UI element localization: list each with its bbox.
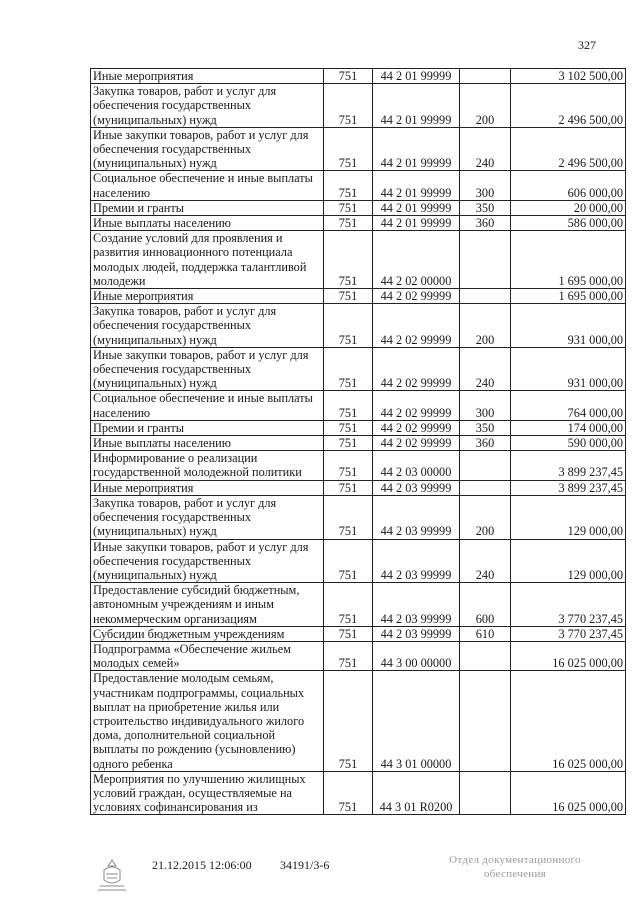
row-sum: 129 000,00 — [511, 495, 626, 539]
row-name: Иные выплаты населению — [91, 216, 324, 231]
row-ved: 751 — [324, 231, 373, 289]
row-vr: 600 — [460, 583, 511, 627]
row-vr: 240 — [460, 539, 511, 583]
row-csr: 44 2 02 00000 — [373, 231, 460, 289]
row-ved: 751 — [324, 539, 373, 583]
row-name: Иные мероприятия — [91, 289, 324, 304]
row-name: Информирование о реализации государственной молодежной политики — [91, 451, 324, 480]
row-vr: 350 — [460, 420, 511, 435]
row-csr: 44 2 02 99999 — [373, 391, 460, 420]
row-name: Социальное обеспечение и иные выплаты населению — [91, 171, 324, 200]
row-ved: 751 — [324, 626, 373, 641]
row-sum: 16 025 000,00 — [511, 771, 626, 815]
table-row — [91, 451, 626, 480]
row-csr: 44 2 01 99999 — [373, 200, 460, 215]
row-csr: 44 2 02 99999 — [373, 347, 460, 391]
row-name: Закупка товаров, работ и услуг для обеспечения государственных (муниципальных) нужд — [91, 304, 324, 348]
stamp-line-1: Отдел документационного — [449, 854, 581, 866]
row-name: Закупка товаров, работ и услуг для обеспечения государственных (муниципальных) нужд — [91, 495, 324, 539]
row-vr — [460, 771, 511, 815]
row-ved: 751 — [324, 127, 373, 171]
table-row — [91, 641, 626, 670]
row-sum: 3 102 500,00 — [511, 69, 626, 84]
row-csr: 44 2 01 99999 — [373, 84, 460, 128]
table-row — [91, 216, 626, 231]
row-vr — [460, 641, 511, 670]
row-sum: 16 025 000,00 — [511, 641, 626, 670]
budget-table-body — [91, 69, 626, 815]
row-sum: 3 770 237,45 — [511, 626, 626, 641]
table-row — [91, 200, 626, 215]
row-sum: 590 000,00 — [511, 436, 626, 451]
table-row — [91, 127, 626, 171]
row-name: Иные закупки товаров, работ и услуг для обеспечения государственных (муниципальных) нужд — [91, 539, 324, 583]
budget-table — [90, 68, 626, 815]
row-ved: 751 — [324, 171, 373, 200]
row-vr — [460, 480, 511, 495]
row-ved: 751 — [324, 583, 373, 627]
row-sum: 16 025 000,00 — [511, 671, 626, 771]
table-row — [91, 171, 626, 200]
table-row — [91, 539, 626, 583]
row-ved: 751 — [324, 480, 373, 495]
row-name: Премии и гранты — [91, 200, 324, 215]
row-vr: 300 — [460, 171, 511, 200]
row-vr — [460, 231, 511, 289]
row-name: Премии и гранты — [91, 420, 324, 435]
page-number: 327 — [578, 38, 596, 52]
row-ved: 751 — [324, 84, 373, 128]
row-sum: 3 770 237,45 — [511, 583, 626, 627]
table-row — [91, 69, 626, 84]
row-sum: 20 000,00 — [511, 200, 626, 215]
stamp-line-2: обеспечения — [483, 868, 547, 880]
row-csr: 44 3 00 00000 — [373, 641, 460, 670]
row-name: Иные выплаты населению — [91, 436, 324, 451]
table-row — [91, 420, 626, 435]
row-ved: 751 — [324, 391, 373, 420]
table-row — [91, 626, 626, 641]
table-row — [91, 495, 626, 539]
row-sum: 2 496 500,00 — [511, 127, 626, 171]
row-csr: 44 3 01 00000 — [373, 671, 460, 771]
row-csr: 44 3 01 R0200 — [373, 771, 460, 815]
table-row — [91, 480, 626, 495]
table-row — [91, 231, 626, 289]
row-ved: 751 — [324, 420, 373, 435]
row-csr: 44 2 03 99999 — [373, 480, 460, 495]
row-name: Закупка товаров, работ и услуг для обеспечения государственных (муниципальных) нужд — [91, 84, 324, 128]
row-csr: 44 2 03 00000 — [373, 451, 460, 480]
row-vr: 240 — [460, 347, 511, 391]
row-name: Иные мероприятия — [91, 480, 324, 495]
row-vr — [460, 671, 511, 771]
row-ved: 751 — [324, 304, 373, 348]
row-name: Иные мероприятия — [91, 69, 324, 84]
row-ved: 751 — [324, 495, 373, 539]
row-name: Иные закупки товаров, работ и услуг для обеспечения государственных (муниципальных) нужд — [91, 127, 324, 171]
row-vr: 360 — [460, 216, 511, 231]
row-name: Предоставление субсидий бюджетным, автономным учреждениям и иным некоммерческим организациям — [91, 583, 324, 627]
row-vr: 300 — [460, 391, 511, 420]
row-vr: 200 — [460, 304, 511, 348]
table-row — [91, 771, 626, 815]
row-sum: 174 000,00 — [511, 420, 626, 435]
table-row — [91, 671, 626, 771]
row-csr: 44 2 01 99999 — [373, 171, 460, 200]
row-csr: 44 2 03 99999 — [373, 495, 460, 539]
row-vr — [460, 451, 511, 480]
row-vr: 350 — [460, 200, 511, 215]
row-csr: 44 2 01 99999 — [373, 69, 460, 84]
row-sum: 931 000,00 — [511, 304, 626, 348]
department-stamp — [440, 853, 590, 881]
row-vr — [460, 289, 511, 304]
table-row — [91, 289, 626, 304]
footer-document-number: 34191/3-6 — [280, 858, 330, 872]
table-row — [91, 583, 626, 627]
row-sum: 1 695 000,00 — [511, 231, 626, 289]
row-csr: 44 2 02 99999 — [373, 420, 460, 435]
row-name: Мероприятия по улучшению жилищных условий граждан, осуществляемые на условиях софинансирования из — [91, 771, 324, 815]
row-vr — [460, 69, 511, 84]
row-name: Предоставление молодым семьям, участникам подпрограммы, социальных выплат на приобретение жилья или строительство индивидуального жилого дома, дополнительной социальной выплаты по рождению (усыновлению) одного ребенка — [91, 671, 324, 771]
row-csr: 44 2 03 99999 — [373, 583, 460, 627]
row-vr: 240 — [460, 127, 511, 171]
row-ved: 751 — [324, 200, 373, 215]
row-sum: 2 496 500,00 — [511, 84, 626, 128]
row-name: Социальное обеспечение и иные выплаты населению — [91, 391, 324, 420]
row-name: Подпрограмма «Обеспечение жильем молодых семей» — [91, 641, 324, 670]
row-csr: 44 2 03 99999 — [373, 539, 460, 583]
row-ved: 751 — [324, 216, 373, 231]
row-vr: 200 — [460, 84, 511, 128]
row-name: Субсидии бюджетным учреждениям — [91, 626, 324, 641]
row-csr: 44 2 02 99999 — [373, 289, 460, 304]
row-ved: 751 — [324, 641, 373, 670]
table-row — [91, 436, 626, 451]
row-csr: 44 2 01 99999 — [373, 216, 460, 231]
row-name: Создание условий для проявления и развития инновационного потенциала молодых людей, поддержка талантливой молодежи — [91, 231, 324, 289]
table-row — [91, 391, 626, 420]
row-csr: 44 2 02 99999 — [373, 304, 460, 348]
row-ved: 751 — [324, 671, 373, 771]
row-sum: 129 000,00 — [511, 539, 626, 583]
row-csr: 44 2 03 99999 — [373, 626, 460, 641]
row-sum: 1 695 000,00 — [511, 289, 626, 304]
row-ved: 751 — [324, 69, 373, 84]
row-sum: 3 899 237,45 — [511, 451, 626, 480]
row-sum: 3 899 237,45 — [511, 480, 626, 495]
table-row — [91, 304, 626, 348]
row-ved: 751 — [324, 289, 373, 304]
row-vr: 200 — [460, 495, 511, 539]
table-row — [91, 84, 626, 128]
row-ved: 751 — [324, 771, 373, 815]
row-sum: 586 000,00 — [511, 216, 626, 231]
row-ved: 751 — [324, 436, 373, 451]
footer-datetime: 21.12.2015 12:06:00 — [152, 858, 252, 872]
emblem-icon — [92, 856, 132, 896]
row-vr: 610 — [460, 626, 511, 641]
row-ved: 751 — [324, 451, 373, 480]
row-name: Иные закупки товаров, работ и услуг для обеспечения государственных (муниципальных) нужд — [91, 347, 324, 391]
row-csr: 44 2 01 99999 — [373, 127, 460, 171]
row-sum: 764 000,00 — [511, 391, 626, 420]
row-ved: 751 — [324, 347, 373, 391]
row-vr: 360 — [460, 436, 511, 451]
row-sum: 606 000,00 — [511, 171, 626, 200]
row-sum: 931 000,00 — [511, 347, 626, 391]
row-csr: 44 2 02 99999 — [373, 436, 460, 451]
table-row — [91, 347, 626, 391]
